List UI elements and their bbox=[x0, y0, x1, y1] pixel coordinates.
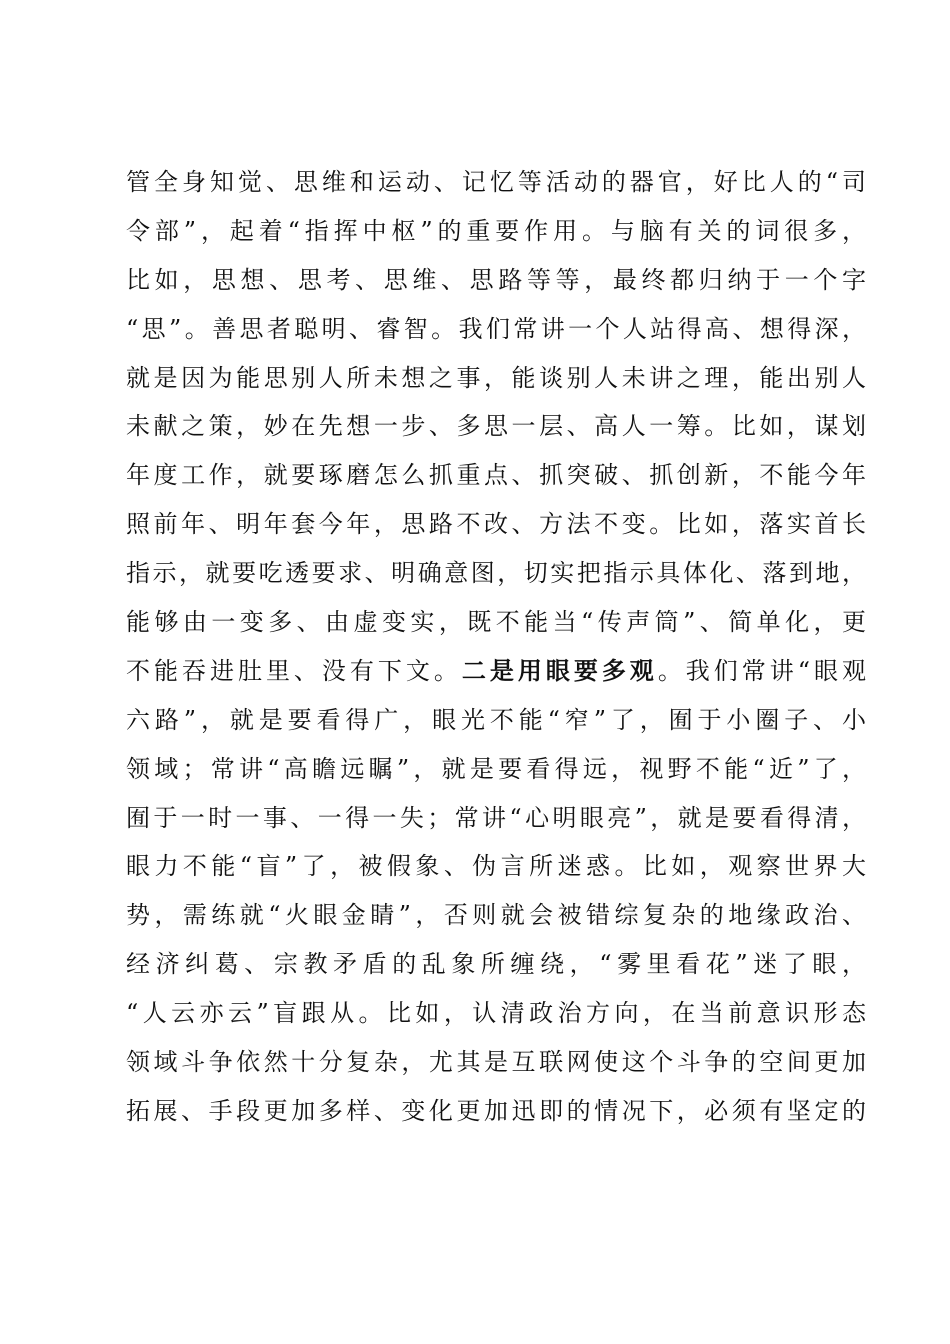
text-line: 就是因为能思别人所未想之事，能谈别人未讲之理，能出别人 bbox=[126, 363, 866, 392]
text-line: 拓展、手段更加多样、变化更加迅即的情况下，必须有坚定的 bbox=[126, 1096, 866, 1125]
body-paragraph bbox=[126, 158, 866, 1136]
text-line: “思”。善思者聪明、睿智。我们常讲一个人站得高、想得深， bbox=[126, 314, 866, 343]
text-line: 囿于一时一事、一得一失；常讲“心明眼亮”，就是要看得清， bbox=[126, 803, 866, 832]
text-line: 令部”，起着“指挥中枢”的重要作用。与脑有关的词很多， bbox=[126, 216, 866, 245]
text-line: 管全身知觉、思维和运动、记忆等活动的器官，好比人的“司 bbox=[126, 168, 866, 196]
text-line: 比如，思想、思考、思维、思路等等，最终都归纳于一个字 bbox=[126, 265, 866, 294]
text-line: 经济纠葛、宗教矛盾的乱象所缠绕，“雾里看花”迷了眼， bbox=[126, 950, 866, 979]
text-line: 指示，就要吃透要求、明确意图，切实把指示具体化、落到地， bbox=[126, 559, 866, 588]
text-line: 年度工作，就要琢磨怎么抓重点、抓突破、抓创新，不能今年 bbox=[126, 461, 866, 490]
text-line: 领域；常讲“高瞻远瞩”，就是要看得远，视野不能“近”了， bbox=[126, 754, 866, 783]
text-line: 照前年、明年套今年，思路不改、方法不变。比如，落实首长 bbox=[126, 510, 866, 539]
text-line: 六路”，就是要看得广，眼光不能“窄”了，囿于小圈子、小 bbox=[126, 705, 866, 734]
section-heading-inline: 二是用眼要多观 bbox=[461, 655, 658, 685]
text-line: 能够由一变多、由虚变实，既不能当“传声筒”、简单化，更 bbox=[126, 608, 866, 637]
text-line: “人云亦云”盲跟从。比如，认清政治方向，在当前意识形态 bbox=[126, 999, 866, 1028]
text-line: 未献之策，妙在先想一步、多思一层、高人一筹。比如，谋划 bbox=[126, 412, 866, 441]
text-segment: 。我们常讲“眼观 bbox=[657, 656, 867, 685]
text-line: 势，需练就“火眼金睛”，否则就会被错综复杂的地缘政治、 bbox=[126, 901, 866, 930]
text-line: 领域斗争依然十分复杂，尤其是互联网使这个斗争的空间更加 bbox=[126, 1048, 866, 1077]
text-line: 眼力不能“盲”了，被假象、伪言所迷惑。比如，观察世界大 bbox=[126, 852, 866, 881]
text-line-with-heading bbox=[126, 647, 866, 696]
text-segment: 不能吞进肚里、没有下文。 bbox=[126, 656, 462, 685]
